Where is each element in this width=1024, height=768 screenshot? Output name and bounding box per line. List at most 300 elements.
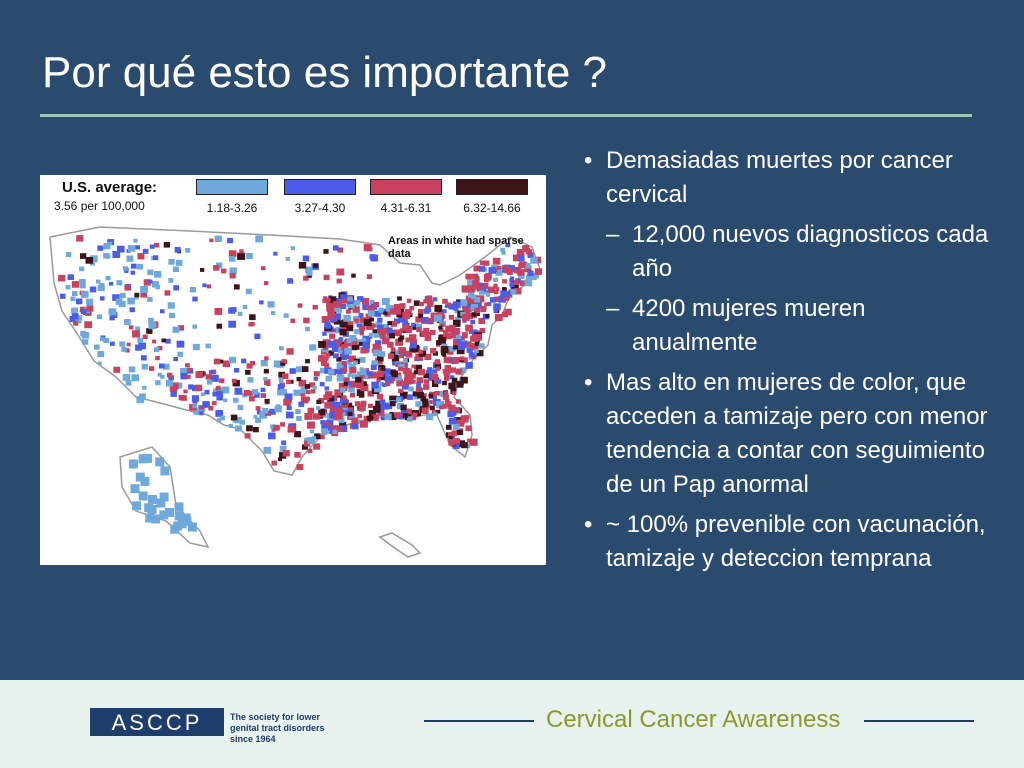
county-mark bbox=[354, 329, 360, 334]
county-mark bbox=[72, 291, 78, 296]
county-mark bbox=[246, 289, 252, 295]
county-mark bbox=[461, 442, 468, 448]
sub-bullet-marker: – bbox=[606, 221, 620, 248]
county-mark bbox=[493, 303, 501, 310]
county-mark bbox=[148, 505, 157, 514]
county-mark bbox=[479, 290, 484, 294]
county-mark bbox=[432, 370, 437, 374]
county-mark bbox=[348, 373, 352, 377]
county-mark bbox=[340, 388, 346, 393]
county-mark bbox=[239, 249, 244, 253]
county-mark bbox=[149, 366, 154, 371]
county-mark bbox=[211, 375, 219, 382]
county-mark bbox=[342, 361, 347, 365]
county-mark bbox=[70, 297, 75, 302]
county-mark bbox=[265, 399, 270, 404]
county-mark bbox=[177, 341, 185, 348]
county-mark bbox=[462, 314, 470, 321]
county-mark bbox=[264, 369, 269, 374]
county-mark bbox=[282, 359, 286, 363]
legend-item-1 bbox=[196, 179, 270, 215]
county-mark bbox=[323, 249, 328, 254]
county-mark bbox=[196, 371, 204, 378]
county-mark bbox=[344, 348, 352, 355]
county-mark bbox=[340, 329, 347, 335]
county-mark bbox=[229, 256, 235, 262]
county-mark bbox=[363, 342, 371, 349]
county-mark bbox=[468, 292, 474, 297]
county-mark bbox=[424, 309, 430, 314]
county-mark bbox=[256, 406, 261, 410]
county-mark bbox=[324, 363, 329, 368]
county-mark bbox=[139, 492, 148, 501]
county-mark bbox=[381, 403, 389, 410]
county-mark bbox=[430, 406, 435, 411]
county-mark bbox=[434, 315, 442, 322]
county-mark bbox=[407, 380, 412, 384]
county-mark bbox=[181, 395, 187, 401]
county-mark bbox=[209, 239, 213, 243]
county-mark bbox=[354, 345, 360, 350]
county-mark bbox=[106, 276, 111, 280]
county-mark bbox=[350, 393, 355, 398]
county-mark bbox=[167, 373, 172, 378]
county-mark bbox=[314, 371, 320, 376]
county-mark bbox=[412, 365, 416, 369]
county-mark bbox=[448, 383, 455, 390]
county-mark bbox=[466, 425, 472, 431]
county-mark bbox=[155, 285, 160, 289]
county-mark bbox=[359, 313, 364, 318]
county-mark bbox=[479, 343, 485, 348]
county-mark bbox=[124, 319, 131, 325]
county-mark bbox=[465, 362, 473, 369]
county-mark bbox=[423, 346, 428, 350]
county-mark bbox=[291, 246, 295, 250]
county-mark bbox=[353, 361, 358, 365]
county-mark bbox=[308, 449, 313, 453]
county-mark bbox=[268, 301, 275, 307]
county-mark bbox=[397, 296, 402, 300]
county-mark bbox=[484, 302, 488, 306]
county-mark bbox=[525, 279, 533, 286]
county-mark bbox=[173, 357, 178, 361]
county-mark bbox=[168, 259, 174, 265]
county-mark bbox=[168, 302, 175, 308]
county-mark bbox=[287, 406, 292, 411]
county-mark bbox=[373, 350, 381, 357]
county-mark bbox=[131, 271, 136, 275]
county-mark bbox=[217, 391, 223, 397]
county-mark bbox=[176, 260, 183, 266]
county-mark bbox=[90, 287, 97, 293]
county-mark bbox=[271, 311, 275, 315]
county-mark bbox=[290, 319, 295, 323]
county-mark bbox=[389, 333, 395, 338]
county-mark bbox=[325, 422, 330, 426]
county-mark bbox=[294, 452, 300, 458]
county-mark bbox=[395, 413, 401, 418]
county-mark bbox=[517, 269, 524, 276]
county-mark bbox=[343, 315, 351, 322]
county-mark bbox=[327, 312, 335, 319]
county-mark bbox=[97, 351, 104, 357]
county-mark bbox=[322, 332, 327, 336]
county-mark bbox=[237, 253, 245, 260]
county-mark bbox=[207, 284, 211, 288]
county-mark bbox=[396, 310, 401, 315]
footer-divider-right bbox=[864, 720, 974, 722]
county-mark bbox=[371, 365, 377, 370]
county-mark bbox=[369, 333, 374, 337]
county-mark bbox=[80, 331, 86, 336]
county-mark bbox=[296, 366, 303, 372]
county-mark bbox=[298, 304, 303, 308]
county-mark bbox=[311, 389, 316, 393]
county-mark bbox=[360, 332, 364, 336]
county-mark bbox=[366, 305, 370, 309]
county-mark bbox=[427, 367, 432, 371]
county-mark bbox=[486, 293, 490, 297]
county-mark bbox=[352, 423, 359, 429]
county-mark bbox=[368, 310, 375, 316]
county-mark bbox=[238, 405, 244, 410]
county-mark bbox=[354, 319, 359, 323]
county-mark bbox=[162, 339, 166, 343]
county-mark bbox=[255, 236, 263, 243]
county-mark bbox=[298, 402, 304, 407]
county-mark bbox=[453, 357, 460, 363]
footer-bar bbox=[0, 680, 1024, 768]
county-mark bbox=[296, 416, 302, 421]
county-mark bbox=[416, 382, 421, 386]
county-mark bbox=[479, 266, 485, 272]
county-mark bbox=[223, 398, 227, 402]
county-mark bbox=[249, 396, 255, 401]
county-mark bbox=[457, 339, 461, 343]
asccp-logo-text: ASCCP bbox=[111, 710, 203, 735]
county-mark bbox=[385, 382, 390, 387]
county-mark bbox=[324, 275, 330, 280]
county-mark bbox=[368, 371, 373, 376]
county-mark bbox=[173, 327, 180, 333]
county-mark bbox=[377, 318, 382, 323]
county-mark bbox=[305, 359, 310, 363]
county-mark bbox=[185, 248, 190, 253]
county-mark bbox=[130, 307, 135, 312]
county-mark bbox=[129, 325, 134, 329]
county-mark bbox=[139, 393, 146, 399]
county-mark bbox=[249, 314, 256, 320]
county-mark bbox=[430, 330, 436, 335]
county-mark bbox=[246, 253, 253, 259]
county-mark bbox=[204, 390, 209, 395]
county-mark bbox=[429, 394, 434, 398]
county-mark bbox=[213, 265, 219, 271]
county-mark bbox=[100, 337, 105, 341]
county-mark bbox=[192, 325, 197, 329]
county-mark bbox=[351, 418, 358, 424]
county-mark bbox=[303, 256, 310, 262]
county-mark bbox=[316, 406, 320, 410]
county-mark bbox=[254, 334, 260, 340]
county-mark bbox=[60, 294, 66, 299]
county-mark bbox=[131, 374, 139, 381]
county-mark bbox=[442, 309, 447, 313]
county-mark bbox=[325, 323, 331, 328]
county-mark bbox=[390, 401, 396, 406]
county-mark bbox=[175, 247, 181, 253]
county-mark bbox=[155, 356, 160, 360]
county-mark bbox=[416, 387, 422, 393]
county-mark bbox=[347, 325, 354, 331]
county-mark bbox=[472, 312, 477, 316]
bullet-marker: • bbox=[584, 511, 593, 538]
legend-label-2: 3.27-4.30 bbox=[294, 201, 346, 215]
county-mark bbox=[411, 323, 415, 327]
county-mark bbox=[443, 395, 449, 400]
county-mark bbox=[446, 425, 452, 430]
county-mark bbox=[76, 299, 83, 305]
county-mark bbox=[121, 347, 127, 352]
bullet-1 bbox=[584, 144, 994, 212]
county-mark bbox=[333, 353, 339, 358]
county-mark bbox=[141, 355, 147, 360]
county-mark bbox=[347, 297, 353, 302]
county-mark bbox=[143, 454, 152, 463]
bullet-marker: • bbox=[584, 147, 593, 174]
county-mark bbox=[442, 299, 448, 304]
county-mark bbox=[449, 418, 457, 425]
county-mark bbox=[190, 287, 196, 292]
county-mark bbox=[341, 304, 347, 309]
legend-swatch-3 bbox=[370, 179, 442, 195]
county-mark bbox=[399, 329, 403, 333]
county-mark bbox=[417, 392, 424, 398]
county-mark bbox=[342, 395, 347, 400]
county-mark bbox=[485, 314, 489, 318]
county-mark bbox=[250, 322, 255, 326]
county-mark bbox=[364, 244, 372, 251]
county-mark bbox=[263, 377, 267, 381]
county-mark bbox=[452, 391, 456, 395]
county-mark bbox=[72, 281, 79, 288]
county-mark bbox=[421, 317, 427, 322]
county-mark bbox=[73, 321, 78, 326]
county-mark bbox=[253, 427, 259, 432]
county-mark bbox=[374, 333, 379, 338]
county-mark bbox=[441, 346, 449, 353]
county-mark bbox=[305, 384, 310, 389]
county-mark bbox=[268, 433, 276, 440]
county-mark bbox=[377, 394, 383, 400]
county-mark bbox=[81, 291, 89, 298]
county-mark bbox=[310, 430, 314, 434]
bullet-list bbox=[584, 144, 994, 582]
county-mark bbox=[445, 365, 451, 371]
county-mark bbox=[519, 261, 526, 267]
county-mark bbox=[387, 321, 392, 325]
county-mark bbox=[159, 364, 165, 369]
county-mark bbox=[264, 281, 269, 285]
county-mark bbox=[359, 393, 365, 398]
county-mark bbox=[80, 253, 86, 259]
county-mark bbox=[72, 313, 79, 319]
county-mark bbox=[484, 261, 490, 266]
county-mark bbox=[381, 417, 385, 421]
county-mark bbox=[444, 391, 449, 395]
county-mark bbox=[273, 252, 277, 256]
county-mark bbox=[229, 357, 236, 363]
county-mark bbox=[202, 283, 206, 287]
county-mark bbox=[443, 330, 448, 334]
county-mark bbox=[403, 368, 410, 374]
county-mark bbox=[231, 307, 237, 312]
county-mark bbox=[349, 335, 356, 341]
county-mark bbox=[160, 309, 165, 313]
county-mark bbox=[455, 369, 462, 375]
county-mark bbox=[452, 431, 457, 436]
county-mark bbox=[286, 257, 290, 261]
county-mark bbox=[510, 289, 516, 294]
county-mark bbox=[502, 312, 508, 318]
county-mark bbox=[128, 245, 135, 252]
county-mark bbox=[398, 367, 403, 371]
county-mark bbox=[232, 379, 237, 383]
county-mark bbox=[173, 285, 179, 290]
county-mark bbox=[403, 359, 408, 363]
county-mark bbox=[390, 308, 397, 314]
county-mark bbox=[339, 337, 344, 341]
county-mark bbox=[314, 377, 319, 381]
county-mark bbox=[453, 345, 458, 349]
county-mark bbox=[386, 328, 393, 334]
county-mark bbox=[155, 457, 164, 466]
county-mark bbox=[316, 400, 321, 404]
county-mark bbox=[151, 515, 160, 524]
county-mark bbox=[388, 353, 394, 359]
county-mark bbox=[110, 342, 115, 346]
county-mark bbox=[318, 341, 326, 348]
county-mark bbox=[430, 348, 436, 354]
county-mark bbox=[371, 382, 379, 389]
county-mark bbox=[354, 300, 360, 306]
county-mark bbox=[109, 308, 117, 315]
county-mark bbox=[148, 318, 154, 323]
county-mark bbox=[398, 389, 403, 393]
legend-label-1: 1.18-3.26 bbox=[206, 201, 258, 215]
legend-swatch-1 bbox=[196, 179, 268, 195]
county-mark bbox=[119, 342, 125, 347]
footer-brand-text: Cervical Cancer Awareness bbox=[546, 706, 841, 733]
county-mark bbox=[193, 404, 198, 408]
county-mark bbox=[156, 499, 165, 508]
county-mark bbox=[415, 401, 421, 407]
county-mark bbox=[465, 274, 471, 280]
county-mark bbox=[235, 425, 242, 431]
county-mark bbox=[373, 373, 379, 378]
county-mark bbox=[126, 380, 132, 385]
county-mark bbox=[113, 367, 120, 373]
county-mark bbox=[408, 387, 413, 392]
county-mark bbox=[186, 375, 191, 379]
county-mark bbox=[312, 413, 319, 419]
county-mark bbox=[323, 296, 327, 300]
county-mark bbox=[470, 320, 475, 324]
county-mark bbox=[192, 297, 197, 302]
slide-title: Por qué esto es importante ? bbox=[42, 48, 607, 97]
county-mark bbox=[326, 376, 332, 382]
county-mark bbox=[407, 394, 413, 400]
county-mark bbox=[510, 277, 514, 281]
county-mark bbox=[280, 422, 285, 426]
footer-divider-left bbox=[424, 720, 534, 722]
county-mark bbox=[147, 270, 153, 276]
county-mark bbox=[187, 368, 191, 372]
county-mark bbox=[313, 386, 317, 390]
county-mark bbox=[109, 282, 113, 286]
county-mark bbox=[308, 408, 314, 414]
county-mark bbox=[351, 274, 356, 278]
county-mark bbox=[401, 405, 407, 411]
county-mark bbox=[247, 377, 253, 383]
county-mark bbox=[349, 367, 356, 373]
county-mark bbox=[320, 382, 325, 386]
county-mark bbox=[188, 523, 197, 532]
county-mark bbox=[275, 406, 282, 413]
county-mark bbox=[142, 364, 148, 370]
county-mark bbox=[431, 374, 438, 380]
county-mark bbox=[221, 269, 226, 274]
county-mark bbox=[381, 366, 386, 371]
county-mark bbox=[165, 290, 171, 295]
county-mark bbox=[175, 502, 184, 511]
county-mark bbox=[306, 390, 310, 394]
county-mark bbox=[199, 411, 204, 415]
legend-item-3 bbox=[370, 179, 444, 215]
county-mark bbox=[438, 337, 446, 344]
county-mark bbox=[378, 308, 384, 313]
county-mark bbox=[245, 433, 251, 438]
county-mark bbox=[96, 280, 100, 284]
county-mark bbox=[355, 401, 361, 406]
county-mark bbox=[474, 297, 480, 302]
county-mark bbox=[81, 309, 87, 314]
county-mark bbox=[318, 355, 325, 362]
county-mark bbox=[438, 326, 442, 330]
county-mark bbox=[124, 285, 130, 291]
county-mark bbox=[293, 390, 300, 396]
county-mark bbox=[439, 405, 444, 409]
county-mark bbox=[414, 370, 419, 374]
county-mark bbox=[234, 284, 240, 289]
county-mark bbox=[143, 335, 148, 340]
county-mark bbox=[337, 279, 342, 284]
county-mark bbox=[230, 273, 236, 279]
county-mark bbox=[235, 388, 243, 395]
county-mark bbox=[383, 311, 387, 315]
county-mark bbox=[502, 279, 507, 283]
county-mark bbox=[435, 360, 440, 365]
legend-item-2 bbox=[284, 179, 358, 215]
county-mark bbox=[216, 386, 221, 390]
county-mark bbox=[233, 398, 239, 403]
county-mark bbox=[185, 363, 190, 367]
county-mark bbox=[453, 424, 460, 430]
county-mark bbox=[228, 321, 236, 328]
county-mark bbox=[136, 473, 145, 482]
county-mark bbox=[227, 238, 233, 243]
